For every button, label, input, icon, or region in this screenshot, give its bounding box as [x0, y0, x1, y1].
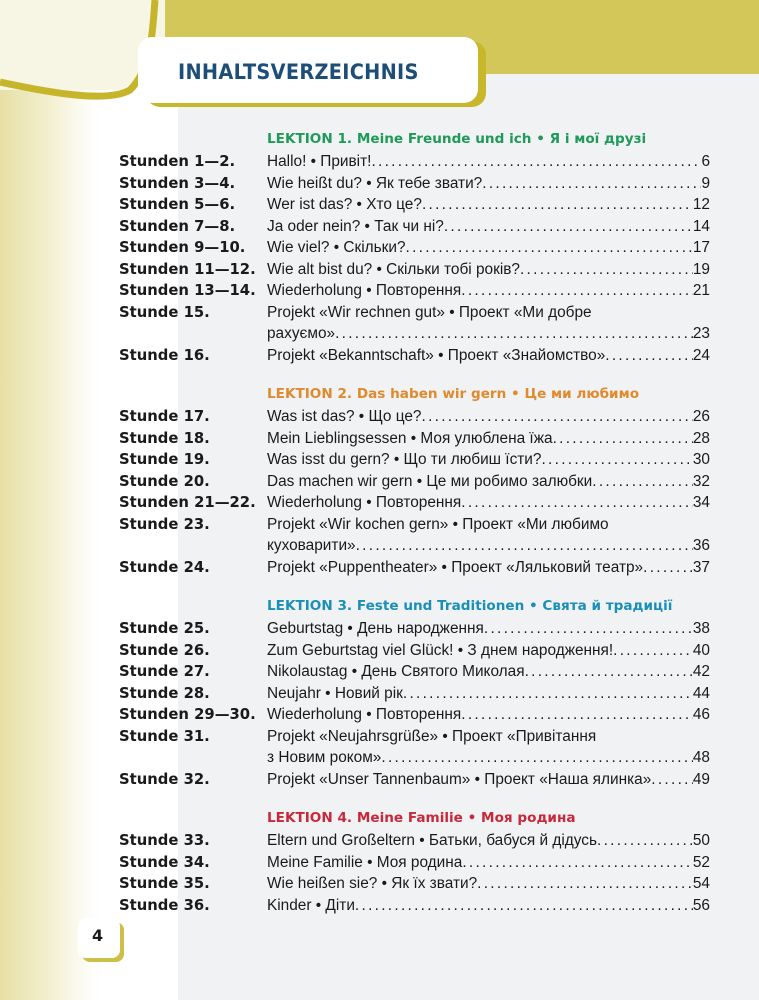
- toc-row[interactable]: [0, 406, 759, 427]
- dot-leader: [651, 769, 693, 790]
- toc-row[interactable]: [0, 428, 759, 449]
- page-title: INHALTSVERZEICHNIS: [178, 60, 419, 84]
- toc-row[interactable]: [0, 852, 759, 873]
- lesson-label: Stunde 34.: [119, 854, 210, 871]
- entry-title: Nikolaustag • День Святого Миколая: [267, 663, 525, 680]
- page-number: 9: [701, 175, 710, 192]
- lesson-label: Stunde 24.: [119, 559, 210, 576]
- toc-row[interactable]: [0, 345, 759, 366]
- entry-title: Was isst du gern? • Що ти любиш їсти?: [267, 451, 542, 468]
- dot-leader: [592, 471, 693, 492]
- page-number: 30: [692, 451, 710, 468]
- page-number: 14: [692, 218, 710, 235]
- toc-row[interactable]: [0, 514, 759, 535]
- entry-title: Wiederholung • Повторення: [267, 706, 462, 723]
- toc-row[interactable]: [0, 557, 759, 578]
- entry-title: Projekt «Bekanntschaft» • Проект «Знайомство»: [267, 347, 606, 364]
- toc-row[interactable]: [0, 237, 759, 258]
- page-number: 28: [692, 430, 710, 447]
- page-number: 34: [692, 494, 710, 511]
- page-number: 48: [692, 749, 710, 766]
- page-number: 46: [692, 706, 710, 723]
- toc-row[interactable]: [0, 873, 759, 894]
- lesson-label: Stunde 27.: [119, 663, 210, 680]
- lesson-label: Stunde 28.: [119, 685, 210, 702]
- toc-row-continuation[interactable]: [0, 535, 759, 556]
- lesson-label: Stunde 35.: [119, 875, 210, 892]
- lesson-label: Stunden 29—30.: [119, 706, 256, 723]
- entry-title-continued: з Новим роком»: [267, 749, 382, 766]
- lesson-label: Stunde 20.: [119, 473, 210, 490]
- lesson-label: Stunde 33.: [119, 832, 210, 849]
- dot-leader: [403, 683, 693, 704]
- page-number: 24: [692, 347, 710, 364]
- page-number: 42: [692, 663, 710, 680]
- lektion-3-heading: LEKTION 3. Feste und Traditionen • Свята й традиції: [267, 598, 673, 614]
- dot-leader: [541, 449, 692, 470]
- lesson-label: Stunde 19.: [119, 451, 210, 468]
- lesson-label: Stunde 15.: [119, 304, 210, 321]
- dot-leader: [461, 280, 693, 301]
- entry-title-continued: куховарити»: [267, 537, 356, 554]
- entry-title: Projekt «Unser Tannenbaum» • Проект «Наша ялинка»: [267, 771, 652, 788]
- entry-title: Das machen wir gern • Це ми робимо залюбки: [267, 473, 593, 490]
- toc-row[interactable]: [0, 769, 759, 790]
- lesson-label: Stunden 11—12.: [119, 261, 256, 278]
- dot-leader: [525, 661, 693, 682]
- toc-row[interactable]: [0, 280, 759, 301]
- dot-leader: [461, 492, 693, 513]
- page-number: 44: [692, 685, 710, 702]
- toc-row[interactable]: [0, 449, 759, 470]
- toc-row[interactable]: [0, 704, 759, 725]
- dot-leader: [482, 173, 701, 194]
- toc-row[interactable]: [0, 302, 759, 323]
- dot-leader: [444, 216, 693, 237]
- entry-title: Wie viel? • Скільки?: [267, 239, 406, 256]
- page-number: 17: [692, 239, 710, 256]
- page-number: 32: [692, 473, 710, 490]
- page-number: 52: [692, 854, 710, 871]
- lesson-label: Stunde 26.: [119, 642, 210, 659]
- page-number: 19: [692, 261, 710, 278]
- toc-row[interactable]: [0, 661, 759, 682]
- entry-title: Projekt «Wir rechnen gut» • Проект «Ми добре: [267, 304, 592, 321]
- entry-title: Kinder • Діти: [267, 897, 355, 914]
- lesson-label: Stunde 17.: [119, 408, 210, 425]
- lesson-label: Stunde 31.: [119, 728, 210, 745]
- lesson-label: Stunde 16.: [119, 347, 210, 364]
- lesson-label: Stunde 18.: [119, 430, 210, 447]
- lektion-4-heading: LEKTION 4. Meine Familie • Моя родина: [267, 810, 576, 826]
- toc-row[interactable]: [0, 471, 759, 492]
- dot-leader: [643, 557, 693, 578]
- entry-title: Wiederholung • Повторення: [267, 494, 462, 511]
- lesson-label: Stunden 9—10.: [119, 239, 246, 256]
- dot-leader: [520, 259, 693, 280]
- lesson-label: Stunden 21—22.: [119, 494, 256, 511]
- dot-leader: [422, 406, 693, 427]
- entry-title: Wie heißen sie? • Як їх звати?: [267, 875, 478, 892]
- entry-title: Projekt «Neujahrsgrüße» • Проект «Привітання: [267, 728, 597, 745]
- lesson-label: Stunden 13—14.: [119, 282, 256, 299]
- toc-row[interactable]: [0, 618, 759, 639]
- page-number: 23: [692, 325, 710, 342]
- dot-leader: [613, 640, 693, 661]
- toc-row[interactable]: [0, 173, 759, 194]
- toc-row[interactable]: [0, 194, 759, 215]
- entry-title: Zum Geburtstag viel Glück! • З днем народження!: [267, 642, 614, 659]
- entry-title: Projekt «Wir kochen gern» • Проект «Ми любимо: [267, 516, 609, 533]
- lesson-label: Stunde 25.: [119, 620, 210, 637]
- toc-row[interactable]: [0, 216, 759, 237]
- page-number: 50: [692, 832, 710, 849]
- toc-row[interactable]: [0, 895, 759, 916]
- dot-leader: [422, 194, 693, 215]
- dot-leader: [381, 747, 693, 768]
- dot-leader: [597, 830, 693, 851]
- toc-row[interactable]: [0, 492, 759, 513]
- lesson-label: Stunde 36.: [119, 897, 210, 914]
- page-number: 6: [701, 153, 710, 170]
- toc-row-continuation[interactable]: [0, 323, 759, 344]
- entry-title: Geburtstag • День народження: [267, 620, 484, 637]
- entry-title: Meine Familie • Моя родина: [267, 854, 463, 871]
- dot-leader: [356, 535, 693, 556]
- dot-leader: [605, 345, 693, 366]
- toc-row[interactable]: [0, 151, 759, 172]
- dot-leader: [355, 895, 693, 916]
- entry-title: Wiederholung • Повторення: [267, 282, 462, 299]
- dot-leader: [335, 323, 693, 344]
- entry-title: Was ist das? • Що це?: [267, 408, 422, 425]
- lektion-2-heading: LEKTION 2. Das haben wir gern • Це ми любимо: [267, 386, 640, 402]
- entry-title: Wie heißt du? • Як тебе звати?: [267, 175, 483, 192]
- toc-row[interactable]: [0, 726, 759, 747]
- lesson-label: Stunden 1—2.: [119, 153, 236, 170]
- dot-leader: [553, 428, 693, 449]
- page-number: 56: [692, 897, 710, 914]
- toc-row-continuation[interactable]: [0, 747, 759, 768]
- page-number: 49: [692, 771, 710, 788]
- dot-leader: [484, 618, 693, 639]
- entry-title: Eltern und Großeltern • Батьки, бабуся й дідусь: [267, 832, 598, 849]
- toc-row[interactable]: [0, 683, 759, 704]
- lesson-label: Stunde 32.: [119, 771, 210, 788]
- page-number-label: 4: [92, 926, 104, 945]
- entry-title: Mein Lieblingsessen • Моя улюблена їжа: [267, 430, 553, 447]
- dot-leader: [462, 852, 693, 873]
- page-number: 21: [692, 282, 710, 299]
- entry-title: Hallo! • Привіт!: [267, 153, 372, 170]
- lesson-label: Stunden 3—4.: [119, 175, 236, 192]
- entry-title: Wie alt bist du? • Скільки тобі років?: [267, 261, 520, 278]
- toc-row[interactable]: [0, 259, 759, 280]
- page-number: 40: [692, 642, 710, 659]
- lesson-label: Stunden 5—6.: [119, 196, 236, 213]
- page-number: 12: [692, 196, 710, 213]
- page-number: 36: [692, 537, 710, 554]
- lesson-label: Stunde 23.: [119, 516, 210, 533]
- toc-row[interactable]: [0, 640, 759, 661]
- dot-leader: [461, 704, 693, 725]
- dot-leader: [406, 237, 693, 258]
- lektion-1-heading: LEKTION 1. Meine Freunde und ich • Я і мої друзі: [267, 131, 647, 147]
- page-number: 37: [692, 559, 710, 576]
- page-number: 38: [692, 620, 710, 637]
- entry-title-continued: рахуємо»: [267, 325, 336, 342]
- page-number: 26: [692, 408, 710, 425]
- page-number: 54: [692, 875, 710, 892]
- lesson-label: Stunden 7—8.: [119, 218, 236, 235]
- dot-leader: [371, 151, 701, 172]
- entry-title: Projekt «Puppentheater» • Проект «Ляльковий театр»: [267, 559, 644, 576]
- entry-title: Ja oder nein? • Так чи ні?: [267, 218, 444, 235]
- toc-row[interactable]: [0, 830, 759, 851]
- dot-leader: [477, 873, 693, 894]
- entry-title: Neujahr • Новий рік: [267, 685, 403, 702]
- entry-title: Wer ist das? • Хто це?: [267, 196, 422, 213]
